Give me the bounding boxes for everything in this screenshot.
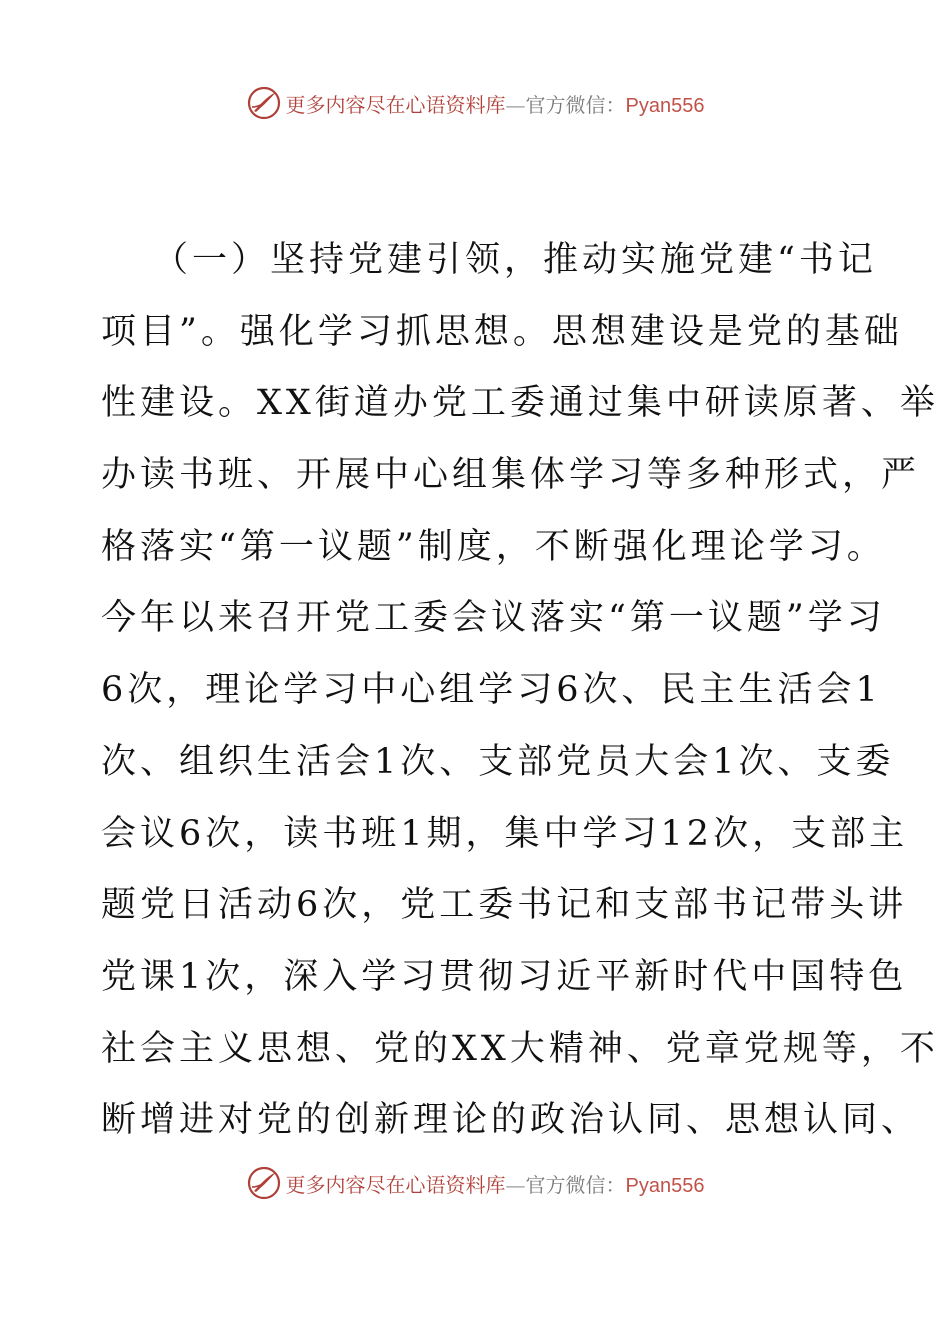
footer-watermark — [0, 1163, 950, 1203]
paragraph-line: 办读书班、开展中心组集体学习等多种形式，严 — [101, 455, 921, 496]
paragraph-line: 党课1次，深入学习贯彻习近平新时代中国特色 — [101, 956, 908, 997]
paragraph-line: 断增进对党的创新理论的政治认同、思想认同、 — [101, 1100, 921, 1141]
paragraph-line: 6次，理论学习中心组学习6次、民主生活会1 — [101, 670, 882, 711]
paragraph-line: 项目”。强化学习抓思想。思想建设是党的基础 — [101, 311, 903, 352]
quill-logo-icon — [246, 85, 282, 121]
paragraph-line: 次、组织生活会1次、支部党员大会1次、支委 — [101, 741, 895, 782]
paragraph-line: 今年以来召开党工委会议落实“第一议题”学习 — [101, 598, 886, 639]
header-watermark — [0, 83, 950, 123]
paragraph-line: 格落实“第一议题”制度，不断强化理论学习。 — [101, 526, 886, 567]
watermark-dash: — — [505, 1172, 526, 1197]
watermark-wechat-id: Pyan556 — [625, 1174, 705, 1197]
watermark-text — [286, 89, 705, 118]
watermark-brand: 更多内容尽在心语资料库 — [285, 92, 506, 117]
watermark-label: 官方微信： — [525, 92, 626, 117]
watermark-wechat-id: Pyan556 — [625, 94, 705, 117]
watermark-text — [286, 1169, 705, 1198]
watermark-dash: — — [505, 92, 526, 117]
paragraph-line: 社会主义思想、党的XX大精神、党章党规等，不 — [101, 1028, 939, 1069]
quill-logo-icon — [246, 1165, 282, 1201]
watermark-label: 官方微信： — [525, 1172, 626, 1197]
paragraph-line: （一）坚持党建引领，推动实施党建“书记 — [153, 240, 877, 280]
document-paragraph — [101, 225, 939, 1157]
paragraph-line: 会议6次，读书班1期，集中学习12次，支部主 — [101, 813, 909, 854]
paragraph-line: 题党日活动6次，党工委书记和支部书记带头讲 — [101, 885, 908, 926]
watermark-brand: 更多内容尽在心语资料库 — [285, 1172, 506, 1197]
paragraph-line: 性建设。XX街道办党工委通过集中研读原著、举 — [101, 383, 939, 424]
